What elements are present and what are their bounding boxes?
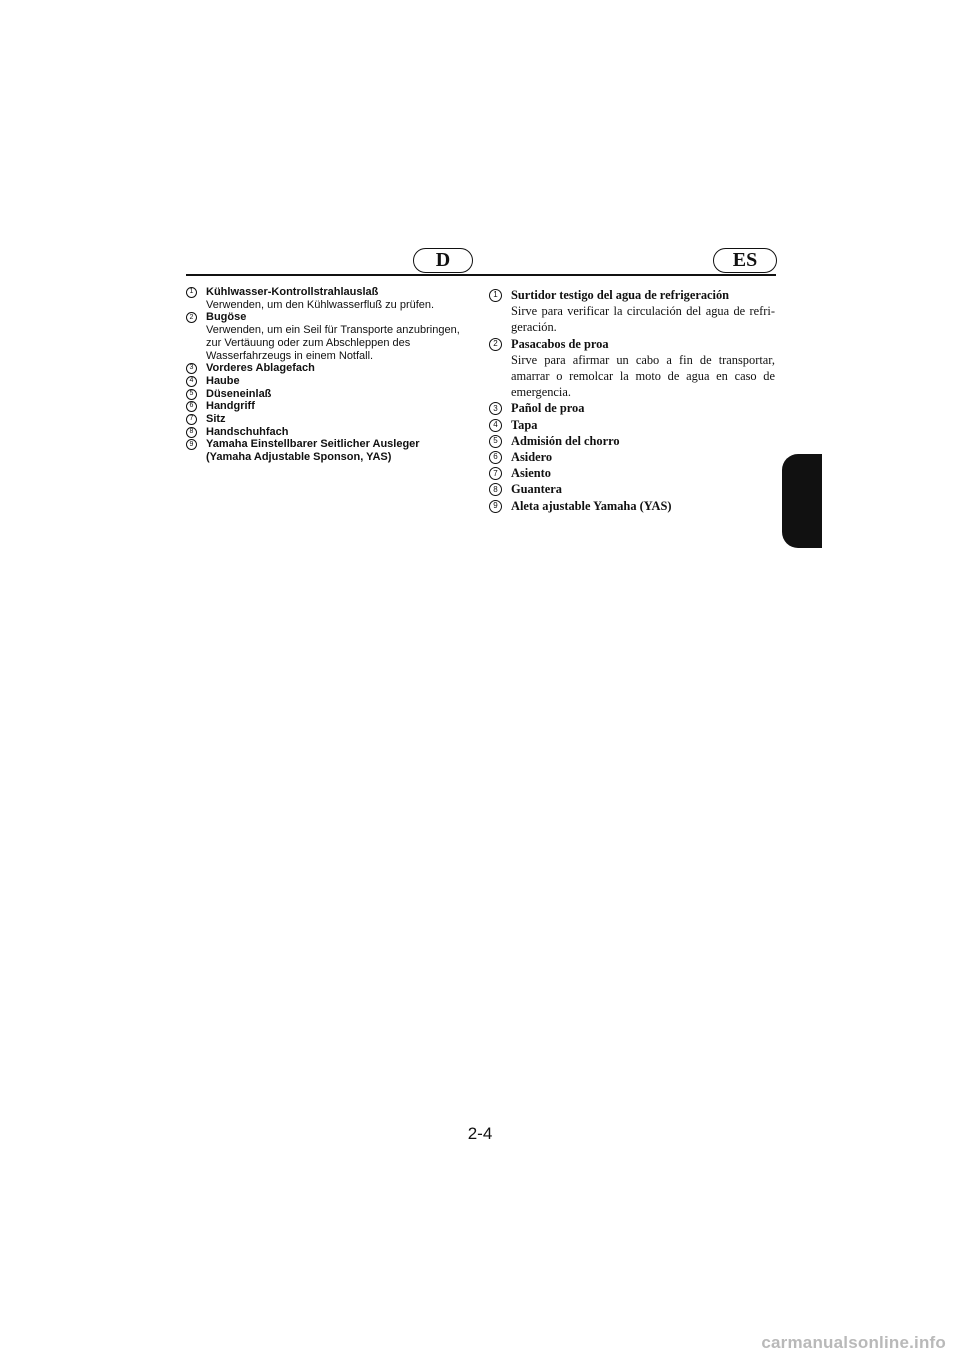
item-title: Düseneinlaß	[206, 387, 272, 400]
item-body	[511, 465, 775, 481]
item-body	[206, 438, 466, 463]
list-item	[186, 311, 466, 362]
list-item	[489, 336, 775, 401]
item-title: Sitz	[206, 413, 226, 426]
item-body	[206, 413, 466, 426]
item-title: Pasacabos de proa	[511, 336, 609, 351]
item-title: Asiento	[511, 466, 551, 481]
item-title: Yamaha Einstellbarer Seitlicher Ausleger (Yamaha Adjustable Sponson, YAS)	[206, 438, 420, 464]
list-item	[186, 375, 466, 388]
list-item	[489, 449, 775, 465]
item-title: Asidero	[511, 450, 553, 465]
item-title: Pañol de proa	[511, 401, 585, 416]
watermark-link[interactable]: carmanualsonline.info	[761, 1333, 946, 1352]
item-body	[511, 336, 775, 401]
item-number-circle: 2	[186, 312, 197, 323]
language-badge-spanish: ES	[713, 248, 777, 273]
item-number-circle: 5	[186, 389, 197, 400]
list-item	[489, 400, 775, 416]
item-number-circle: 7	[186, 414, 197, 425]
item-title: Kühlwasser-Kontrollstrahlauslaß	[206, 286, 379, 298]
item-number-circle: 5	[489, 435, 502, 448]
list-item	[489, 433, 775, 449]
item-title: Bugöse	[206, 311, 247, 324]
item-body	[206, 388, 466, 401]
list-item	[186, 426, 466, 439]
list-item	[186, 438, 466, 463]
item-description: Verwenden, um den Kühlwasserfluß zu prüfen.	[206, 298, 435, 311]
item-title: Admisión del chorro	[511, 433, 620, 448]
item-title: Aleta ajustable Yamaha (YAS)	[511, 498, 672, 513]
item-title: Haube	[206, 374, 240, 387]
page-number: 2-4	[467, 1124, 493, 1143]
item-description: Sirve para verificar la circulación del agua de refri-geración.	[511, 304, 775, 335]
item-body	[511, 498, 775, 514]
item-body	[206, 286, 466, 311]
item-body	[206, 375, 466, 388]
item-body	[206, 426, 466, 439]
item-body	[511, 433, 775, 449]
item-title: Guantera	[511, 482, 562, 497]
item-title: Handgriff	[206, 400, 255, 413]
item-number-circle: 8	[489, 483, 502, 496]
item-title: Surtidor testigo del agua de refrigeración	[511, 288, 730, 302]
item-title: Handschuhfach	[206, 425, 289, 438]
list-item	[186, 400, 466, 413]
item-body	[511, 417, 775, 433]
item-number-circle: 1	[186, 287, 197, 298]
item-number-circle: 3	[489, 402, 502, 415]
item-number-circle: 3	[186, 363, 197, 374]
list-item	[489, 417, 775, 433]
item-number-circle: 8	[186, 427, 197, 438]
item-number-circle: 1	[489, 289, 502, 302]
item-number-circle: 4	[489, 419, 502, 432]
list-item	[489, 287, 775, 336]
list-item	[186, 388, 466, 401]
spanish-parts-list	[489, 287, 775, 514]
item-number-circle: 9	[489, 500, 502, 513]
item-body	[511, 400, 775, 416]
item-number-circle: 6	[186, 401, 197, 412]
item-body	[511, 449, 775, 465]
item-title: Tapa	[511, 417, 538, 432]
section-thumb-tab	[782, 454, 822, 548]
list-item	[489, 465, 775, 481]
language-badge-german: D	[413, 248, 473, 273]
item-title: Vorderes Ablagefach	[206, 362, 315, 375]
item-body	[206, 362, 466, 375]
list-item	[186, 413, 466, 426]
list-item	[186, 286, 466, 311]
item-number-circle: 4	[186, 376, 197, 387]
item-description: Sirve para afirmar un cabo a fin de transportar, amarrar o remolcar la moto de agua en caso de emergencia.	[511, 352, 775, 400]
item-number-circle: 2	[489, 338, 502, 351]
item-body	[511, 481, 775, 497]
item-number-circle: 7	[489, 467, 502, 480]
german-parts-list	[186, 286, 466, 464]
header-rule	[186, 274, 776, 276]
item-body	[206, 311, 466, 362]
item-description: Verwenden, um ein Seil für Transporte anzubringen, zur Vertäuung oder zum Abschleppen des Wasserfahrzeugs in einem Notfall.	[206, 324, 460, 362]
list-item	[186, 362, 466, 375]
item-number-circle: 9	[186, 439, 197, 450]
item-body	[206, 400, 466, 413]
list-item	[489, 481, 775, 497]
item-number-circle: 6	[489, 451, 502, 464]
item-body	[511, 287, 775, 336]
list-item	[489, 498, 775, 514]
